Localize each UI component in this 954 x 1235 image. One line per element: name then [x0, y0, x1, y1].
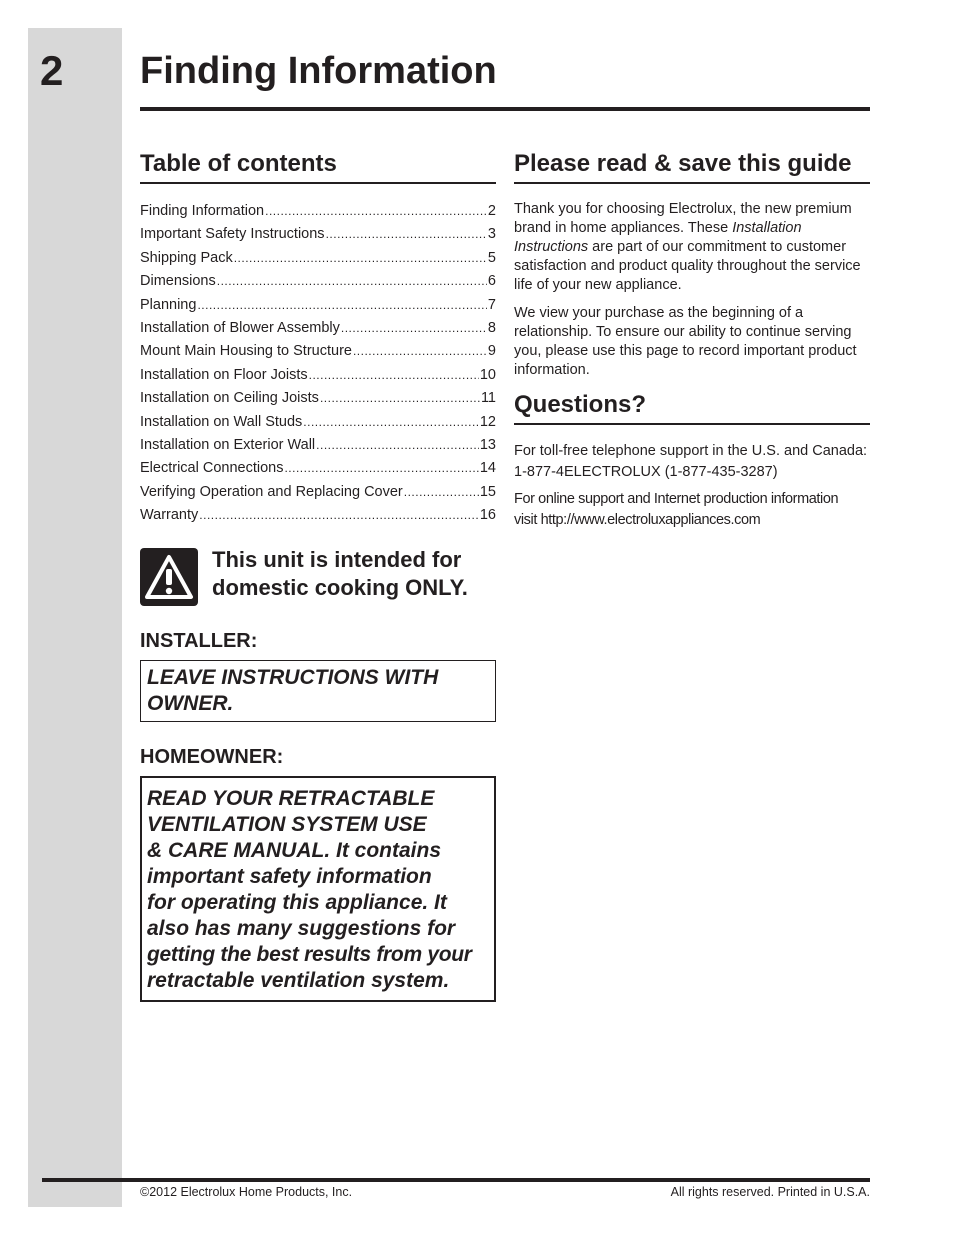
guide-text: are part of our commitment to customer satisfaction and product quality throughout the service life of your new appliance. — [514, 239, 861, 293]
toc-item-label: Planning — [140, 296, 197, 313]
online-line: For online support and Internet production information — [514, 491, 839, 507]
homeowner-line: for operating this appliance. It — [147, 890, 447, 914]
toc-leader — [320, 387, 480, 410]
homeowner-line: retractable ventilation system. — [147, 968, 450, 992]
homeowner-line: getting the best results from your — [147, 942, 472, 966]
guide-heading: Please read & save this guide — [514, 148, 870, 184]
page-sidebar — [28, 28, 122, 1207]
footer-rights: All rights reserved. Printed in U.S.A. — [670, 1185, 870, 1199]
online-support-link[interactable]: visit http://www.electroluxappliances.com — [514, 512, 761, 528]
toc-item[interactable] — [140, 223, 496, 246]
toc-item-label: Installation on Floor Joists — [140, 366, 308, 383]
toc-item-page: 12 — [479, 413, 496, 430]
toc-leader — [309, 364, 479, 387]
guide-paragraph — [514, 200, 870, 295]
toc-leader — [197, 294, 486, 317]
toc-item[interactable] — [140, 317, 496, 340]
toc-item-label: Electrical Connections — [140, 460, 284, 477]
toc-item-label: Warranty — [140, 507, 199, 524]
toc-leader — [303, 411, 479, 434]
installer-label: INSTALLER: — [140, 629, 258, 652]
toc-item-label: Installation on Ceiling Joists — [140, 390, 319, 407]
support-phone: 1-877-4ELECTROLUX (1-877-435-3287) — [514, 464, 778, 480]
homeowner-label: HOMEOWNER: — [140, 745, 284, 768]
toc-item[interactable] — [140, 294, 496, 317]
toc-item-page: 16 — [479, 507, 496, 524]
toc-item-page: 5 — [487, 249, 496, 266]
toc-item-label: Mount Main Housing to Structure — [140, 343, 352, 360]
toc-item[interactable] — [140, 270, 496, 293]
toc-leader — [234, 247, 487, 270]
guide-text: Thank you for choosing Electrolux, the new premium brand in home appliances. These — [514, 201, 852, 236]
footer-copyright: ©2012 Electrolux Home Products, Inc. — [140, 1185, 353, 1199]
toc-leader — [316, 434, 479, 457]
toc-item-page: 10 — [479, 366, 496, 383]
footer-divider — [42, 1178, 870, 1182]
toc-item-page: 11 — [480, 390, 496, 407]
toc-leader — [199, 504, 479, 527]
homeowner-line: important safety information — [147, 864, 432, 888]
title-divider — [140, 107, 870, 111]
toc-item-page: 3 — [487, 226, 496, 243]
page-title: Finding Information — [140, 50, 497, 92]
toc-item-label: Installation on Wall Studs — [140, 413, 303, 430]
questions-heading: Questions? — [514, 389, 870, 425]
toc-heading: Table of contents — [140, 148, 496, 184]
left-column — [140, 148, 496, 1002]
warning-text — [212, 546, 468, 602]
homeowner-line: VENTILATION SYSTEM USE — [147, 812, 427, 836]
homeowner-line: also has many suggestions for — [147, 916, 456, 940]
toc-item-page: 15 — [479, 483, 496, 500]
toc-item-page: 8 — [487, 320, 496, 337]
toc-item-page: 7 — [487, 296, 496, 313]
toc-item[interactable] — [140, 247, 496, 270]
homeowner-notice-box — [140, 776, 496, 1002]
toc-item[interactable] — [140, 411, 496, 434]
warning-line: This unit is intended for — [212, 546, 462, 572]
toc-item-label: Verifying Operation and Replacing Cover — [140, 483, 403, 500]
toc-item[interactable] — [140, 364, 496, 387]
toc-item[interactable] — [140, 481, 496, 504]
toc-item-label: Installation of Blower Assembly — [140, 320, 340, 337]
toc-leader — [341, 317, 487, 340]
toc-item-label: Dimensions — [140, 273, 216, 290]
toc-leader — [404, 481, 479, 504]
toc-item-label: Important Safety Instructions — [140, 226, 325, 243]
homeowner-line: READ YOUR RETRACTABLE — [147, 786, 435, 810]
toc-item-label: Finding Information — [140, 203, 265, 219]
toc-item-page: 2 — [487, 203, 496, 219]
toc-item[interactable] — [140, 434, 496, 457]
warning-triangle-icon — [140, 548, 198, 606]
toc-item-page: 14 — [479, 460, 496, 477]
toc-item[interactable] — [140, 200, 496, 223]
toc-leader — [326, 223, 487, 246]
toc-leader — [284, 457, 478, 480]
warning-line: domestic cooking ONLY. — [212, 574, 468, 600]
toc-leader — [265, 200, 487, 223]
toc-item-page: 13 — [479, 437, 496, 454]
toc-item-label: Installation on Exterior Wall — [140, 437, 316, 454]
warning-notice — [140, 546, 496, 606]
page-number: 2 — [40, 47, 64, 94]
homeowner-line: & CARE MANUAL. It contains — [147, 838, 441, 862]
toc-leader — [217, 270, 487, 293]
toc-list — [140, 200, 496, 528]
toc-item[interactable] — [140, 340, 496, 363]
toc-leader — [353, 340, 487, 363]
online-support-text — [514, 489, 870, 531]
right-column — [514, 148, 870, 536]
toc-item[interactable] — [140, 457, 496, 480]
guide-paragraph: We view your purchase as the beginning of a relationship. To ensure our ability to continue serving you, please use this page to record important product information. — [514, 305, 857, 378]
guide-italic-text: Installation Instructions — [514, 220, 802, 255]
support-text: For toll-free telephone support in the U.S. and Canada: — [514, 443, 868, 459]
toc-item-page: 6 — [487, 273, 496, 290]
toc-item-label: Shipping Pack — [140, 249, 233, 266]
toc-item[interactable] — [140, 504, 496, 527]
toc-item[interactable] — [140, 387, 496, 410]
toc-item-page: 9 — [487, 343, 496, 360]
installer-notice-box: LEAVE INSTRUCTIONS WITH OWNER. — [140, 660, 496, 722]
